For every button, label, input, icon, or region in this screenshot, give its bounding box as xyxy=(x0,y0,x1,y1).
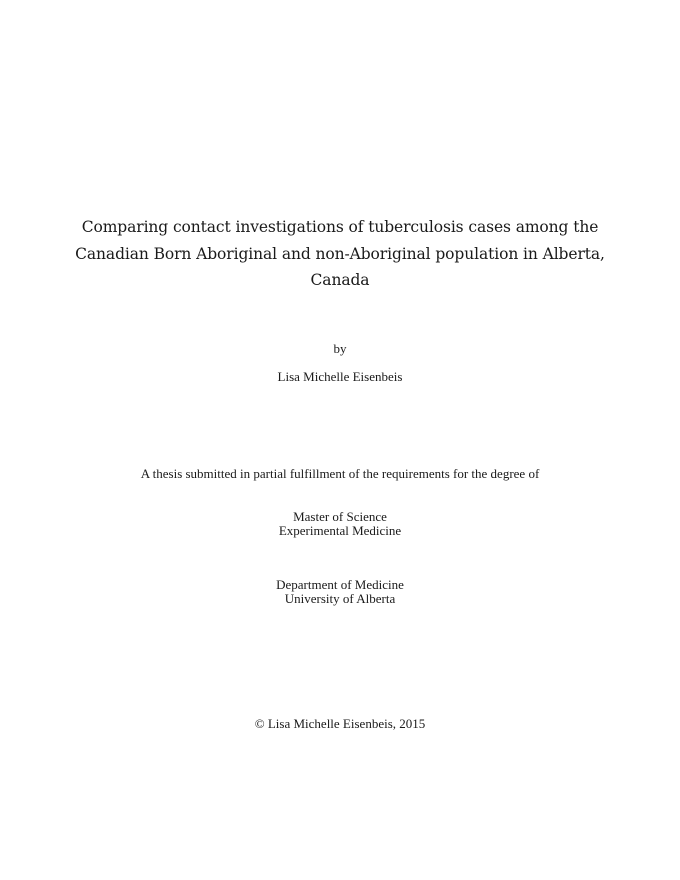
degree-field: Experimental Medicine xyxy=(278,523,402,538)
degree-block xyxy=(0,510,680,538)
author-name: Lisa Michelle Eisenbeis xyxy=(277,369,403,384)
department-name: Department of Medicine xyxy=(276,577,404,592)
thesis-statement: A thesis submitted in partial fulfillment of the requirements for the degree of xyxy=(140,466,540,481)
thesis-title xyxy=(0,214,680,294)
university-name: University of Alberta xyxy=(284,591,396,606)
degree-name: Master of Science xyxy=(293,509,387,524)
thesis-title-line-3: Canada xyxy=(310,271,370,289)
by-label: by xyxy=(333,341,347,356)
copyright-notice: © Lisa Michelle Eisenbeis, 2015 xyxy=(254,716,426,731)
thesis-title-line-2: Canadian Born Aboriginal and non-Aboriginal population in Alberta, xyxy=(75,244,605,263)
institution-block xyxy=(0,578,680,606)
thesis-title-line-1: Comparing contact investigations of tuberculosis cases among the xyxy=(81,218,599,236)
